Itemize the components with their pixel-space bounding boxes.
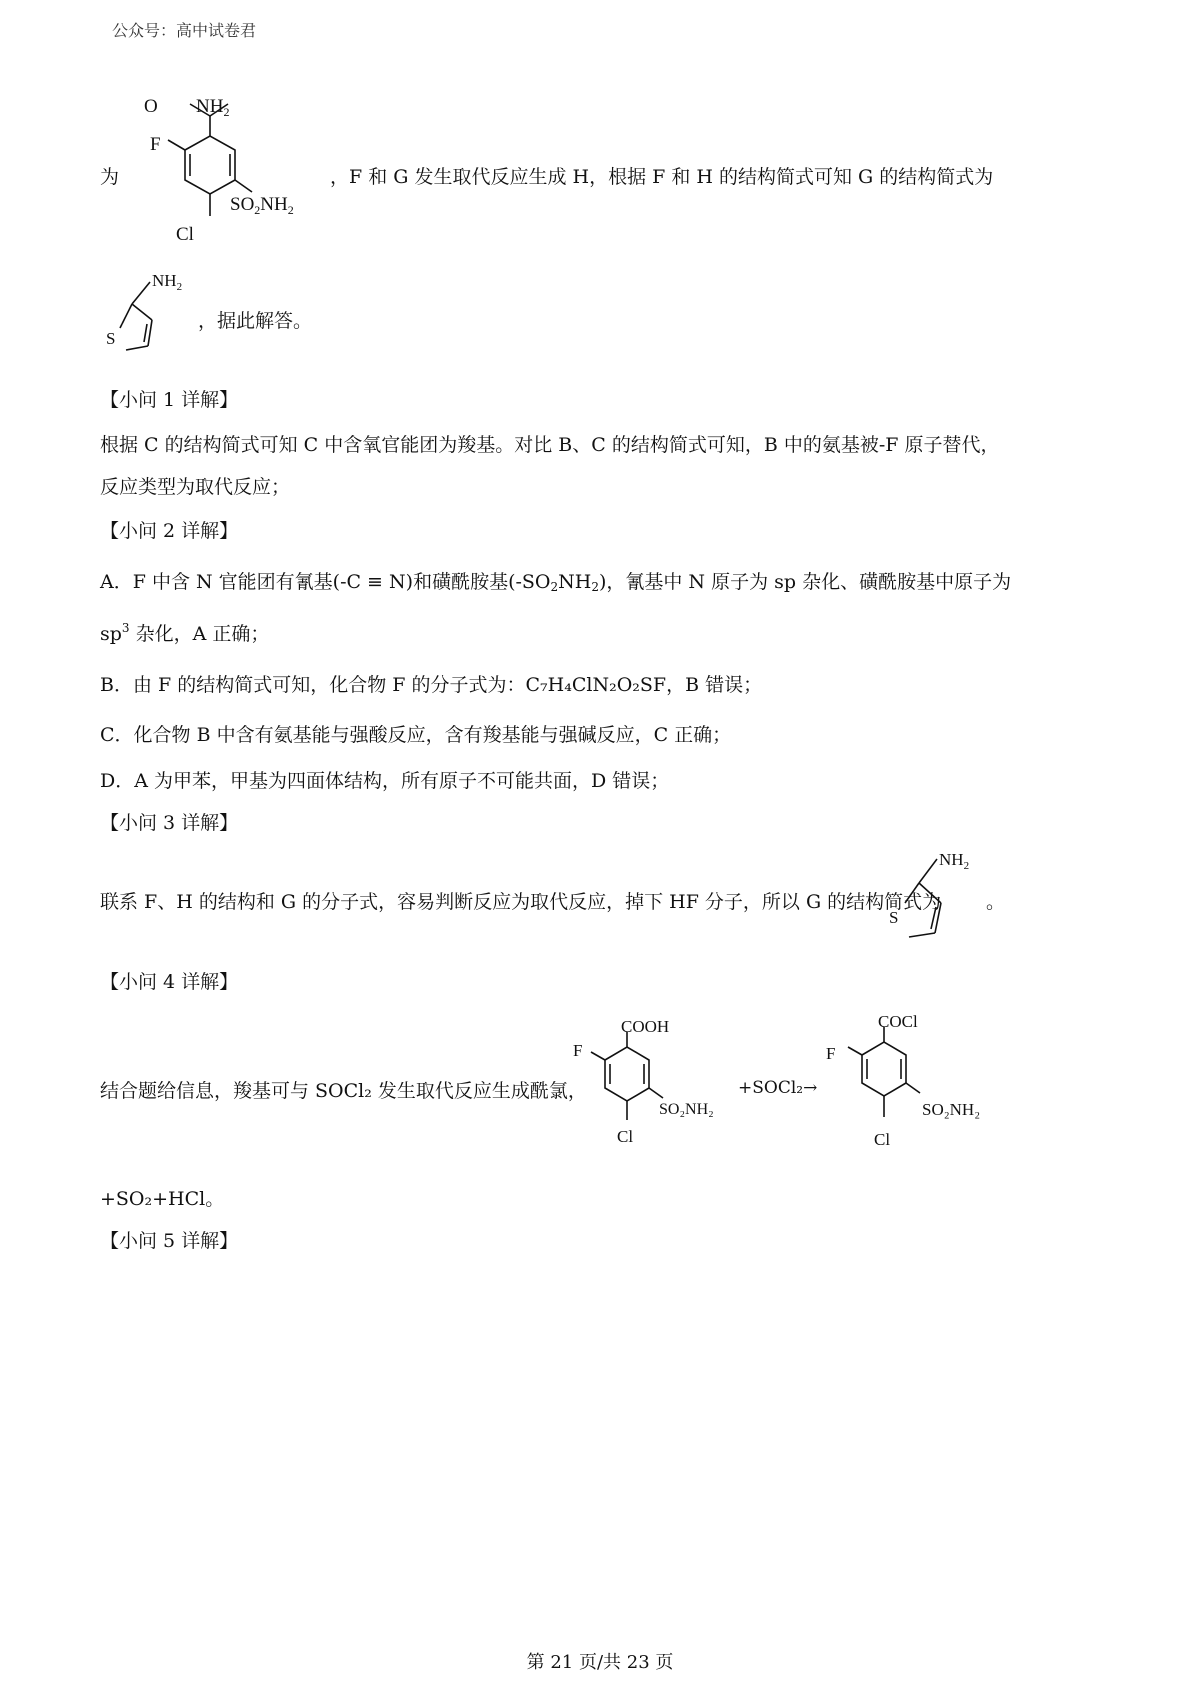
- structure-g-2: [885, 845, 995, 955]
- q4-heading: 【小问 4 详解】: [100, 971, 239, 993]
- g-s: S: [106, 329, 116, 348]
- g-nh2: $NH_2$: [152, 271, 183, 293]
- structure-f: [130, 88, 315, 248]
- atom-so2nh2: $SO_2NH_2$: [230, 194, 294, 217]
- q2-option-c: C．化合物 B 中含有氨基能与强酸反应，含有羧基能与强碱反应，C 正确；: [100, 724, 732, 746]
- acid-cooh: COOH: [621, 1017, 670, 1036]
- q2-option-a-line2: $sp^3$ 杂化，A 正确；: [100, 621, 270, 645]
- q5-heading: 【小问 5 详解】: [100, 1230, 239, 1252]
- text-prefix: 为: [100, 166, 120, 188]
- q2-option-d: D．A 为甲苯，甲基为四面体结构，所有原子不可能共面，D 错误；: [100, 770, 670, 792]
- atom-o: O: [144, 96, 158, 117]
- product-f: F: [826, 1044, 836, 1063]
- q1-line2: 反应类型为取代反应；: [100, 476, 291, 498]
- product-cl: Cl: [874, 1130, 891, 1149]
- q4-products: +SO₂+HCl。: [100, 1188, 225, 1210]
- acid-so2nh2: SO₂NH₂: [659, 1101, 714, 1118]
- page-footer: 第 21 页/共 23 页: [526, 1652, 674, 1673]
- acid-cl: Cl: [617, 1127, 634, 1146]
- g2-s: S: [889, 908, 899, 927]
- structure-acid: [565, 1010, 745, 1160]
- structure-acyl-chloride: [822, 1005, 1012, 1155]
- product-cocl: COCl: [878, 1012, 918, 1031]
- atom-f: F: [150, 134, 161, 155]
- q4-text: 结合题给信息，羧基可与 SOCl₂ 发生取代反应生成酰氯，: [100, 1080, 587, 1102]
- acid-f: F: [573, 1041, 583, 1060]
- q3-end: 。: [986, 891, 1006, 913]
- q3-heading: 【小问 3 详解】: [100, 812, 239, 834]
- product-so2nh2: SO₂NH₂: [922, 1100, 981, 1119]
- q1-line1: 根据 C 的结构简式可知 C 中含氧官能团为羧基。对比 B、C 的结构简式可知，B 中的氨基被-F 原子替代，: [100, 434, 1000, 456]
- atom-cl: Cl: [176, 224, 194, 245]
- q2-option-a: A．F 中含 N 官能团有氰基(-C ≡ N)和磺酰胺基$(-SO_2NH_2)$，氰基中 N 原子为 sp 杂化、磺酰胺基中原子为: [100, 571, 1012, 594]
- structure-g: [100, 262, 190, 362]
- q2-option-b: B．由 F 的结构简式可知，化合物 F 的分子式为：C₇H₄ClN₂O₂SF，B 错误；: [100, 674, 763, 696]
- g2-nh2: $NH_2$: [939, 850, 970, 872]
- page-header: 公众号：高中试卷君: [112, 21, 257, 40]
- top-text: ，F 和 G 发生取代反应生成 H，根据 F 和 H 的结构简式可知 G 的结构简式为: [330, 166, 994, 188]
- q3-text: 联系 F、H 的结构和 G 的分子式，容易判断反应为取代反应，掉下 HF 分子，所以 G 的结构简式为: [100, 891, 942, 913]
- q4-reagent: +SOCl₂→: [738, 1078, 818, 1098]
- top-suffix: ，据此解答。: [198, 310, 313, 332]
- q2-heading: 【小问 2 详解】: [100, 520, 239, 542]
- atom-nh2: $NH_2$: [196, 96, 230, 119]
- q1-heading: 【小问 1 详解】: [100, 389, 239, 411]
